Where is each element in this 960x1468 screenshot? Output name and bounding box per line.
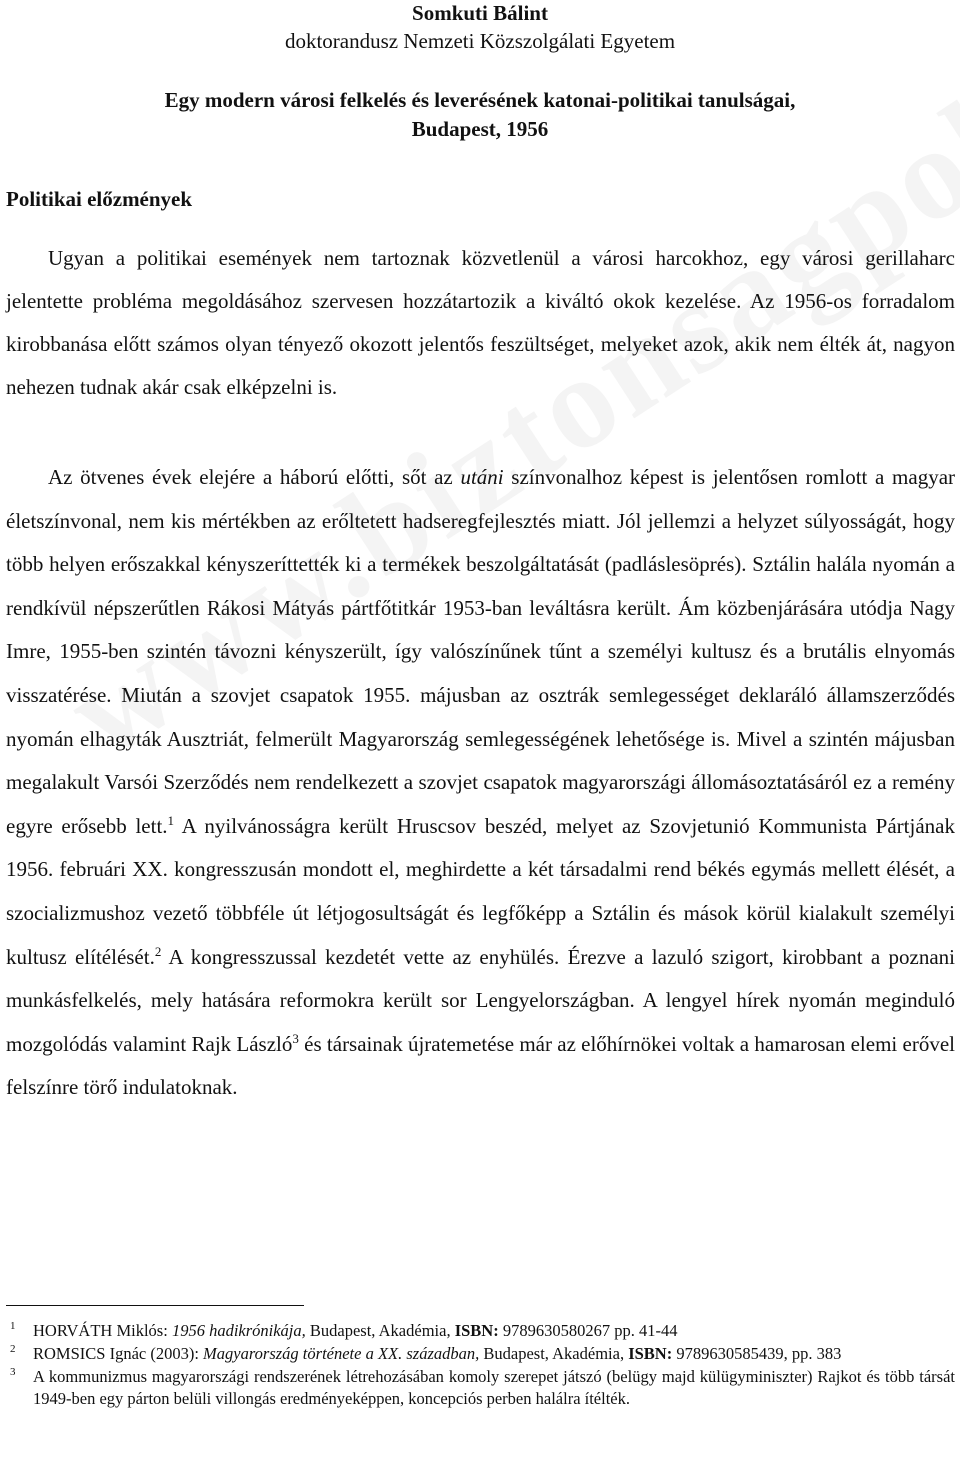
paragraph-2-part-2: színvonalhoz képest is jelentősen romlott a magyar életszínvonal, nem kis mértékben az erőltetett hadseregfejlesztés miatt. Jól jellemzi a helyzet súlyosságát, hogy több helyen erőszakkal kényszeríttették ki a termékek beszolgáltatását (padláslesöprés). Sztálin halála nyomán a rendkívül népszerűtlen Rákosi Mátyás pártfőtitkár 1953-ban leváltásra került. Ám közbenjárására utódja Nagy Imre, 1955-ben szintén távozni kényszerült, így valószínűnek tűnt a személyi kultusz és a brutális elnyomás visszatérése. Miután a szovjet csapatok 1955. májusban az osztrák semlegességet deklaráló államszerződés nyomán elhagyták Ausztriát, felmerült Magyarország semlegességének lehetősége is. Mivel a szintén májusban megalakult Varsói Szerződés nem rendelkezett a szovjet csapatok magyarországi állomásoztatásáról ez a remény egyre erősebb lett. (6, 465, 956, 838)
footnote-1 (6, 1320, 955, 1342)
paragraph-2-part-1: Az ötvenes évek elejére a háború előtti, sőt az (48, 465, 461, 489)
footnote-text: ROMSICS Ignác (2003): (33, 1344, 204, 1363)
footnote-number: 1 (10, 1320, 16, 1332)
footnote-number: 3 (10, 1366, 16, 1378)
footnotes (6, 1320, 955, 1411)
author-affiliation: doktorandusz Nemzeti Közszolgálati Egyetem (284, 29, 676, 53)
footnote-ref-3[interactable]: 3 (292, 1030, 299, 1046)
footnote-text: A kommunizmus magyarországi rendszerének létrehozásában komoly szerepet játszó (belügy majd külügyminiszter) Rajkot és több társát 1949-ben egy párton belüli villongás eredményeképpen, koncepciós perben halálra ítélték. (33, 1367, 955, 1408)
footnote-ref-1[interactable]: 1 (167, 812, 175, 828)
footnote-book-title: 1956 hadikrónikája, (171, 1321, 306, 1340)
footnote-text: Budapest, Akadémia, (305, 1321, 455, 1340)
paragraph-2-part-4: A kongresszussal kezdetét vette az enyhülés. Érezve a lazuló szigort, kirobbant a poznani munkásfelkelés, mely hatására reformokra került sor Lengyelországban. A lengyel hírek nyomán meginduló mozgolódás valamint Rajk László (6, 944, 955, 1056)
paragraph-2-text (6, 456, 955, 1110)
paragraph-1 (6, 237, 955, 409)
title-line-1: Egy modern városi felkelés és leverésének katonai-politikai tanulságai, (164, 88, 796, 112)
author-name: Somkuti Bálint (412, 1, 548, 25)
title-line-2: Budapest, 1956 (411, 117, 549, 141)
paragraph-2-italic: utáni (460, 465, 504, 489)
footnote-isbn-label: ISBN: (628, 1344, 673, 1363)
paragraph-2-part-5: és társainak újratemetése már az előhírnökei voltak a hamarosan elemi erővel felszínre törő indulatoknak. (6, 1031, 955, 1100)
footnote-2 (6, 1343, 955, 1365)
footnote-number: 2 (10, 1343, 16, 1355)
footnote-isbn-label: ISBN: (454, 1321, 499, 1340)
footnote-text: HORVÁTH Miklós: (33, 1321, 172, 1340)
footnote-divider (6, 1305, 304, 1306)
footnote-ref-2[interactable]: 2 (154, 943, 162, 959)
paragraph-1-text: Ugyan a politikai események nem tartoznak közvetlenül a városi harcokhoz, egy városi gerillaharc jelentette probléma megoldásához szervesen hozzátartozik a kiváltó okok kezelése. Az 1956-os forradalom kirobbanása előtt számos olyan tényező okozott jelentős feszültséget, melyeket azok, akik nem élték át, nagyon nehezen tudnak akár csak elképzelni is. (6, 246, 955, 399)
document-title (0, 86, 960, 144)
footnote-book-title: Magyarország története a XX. században, (203, 1344, 480, 1363)
footnote-text: 9789630580267 pp. 41-44 (498, 1321, 678, 1340)
footnote-3 (6, 1366, 955, 1410)
footnote-text: 9789630585439, pp. 383 (672, 1344, 842, 1363)
section-heading: Politikai előzmények (6, 187, 193, 211)
paragraph-2-part-3: A nyilvánosságra került Hruscsov beszéd, melyet az Szovjetunió Kommunista Pártjának 1956. februári XX. kongresszusán mondott el, meghirdette a két társadalmi rend békés egymás mellett élését, a szocializmushoz vezető többféle út létjogosultságát és legfőképp a Sztálin és mások körül kialakult személyi kultusz elítélését. (6, 813, 955, 969)
paragraph-2 (6, 456, 955, 1110)
footnote-text: Budapest, Akadémia, (479, 1344, 629, 1363)
